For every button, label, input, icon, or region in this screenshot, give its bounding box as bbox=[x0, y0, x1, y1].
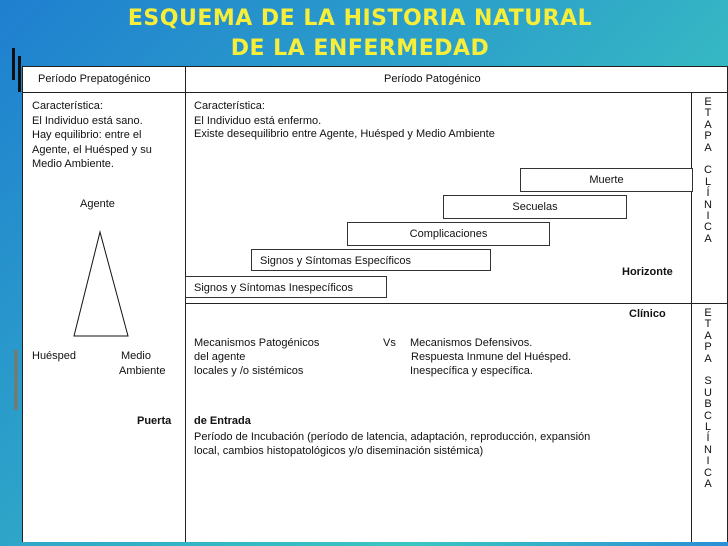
respuesta-inmune: Respuesta Inmune del Huésped. bbox=[411, 351, 572, 363]
stair-signos-inespecificos: Signos y Síntomas Inespecíficos bbox=[185, 276, 387, 298]
mecanismos-patogenicos: Mecanismos Patogénicos bbox=[194, 337, 320, 349]
epidemiological-triangle bbox=[74, 232, 128, 336]
header-patogenico: Período Patogénico bbox=[384, 73, 481, 85]
huesped-label: Huésped bbox=[32, 350, 77, 362]
stair-muerte: Muerte bbox=[520, 168, 693, 192]
decor-bar-2 bbox=[18, 56, 21, 92]
decor-bar-1 bbox=[12, 48, 15, 80]
mecanismos-defensivos: Mecanismos Defensivos. bbox=[410, 337, 533, 349]
left-line-3: Agente, el Huésped y su bbox=[32, 144, 152, 156]
triangle-diagram bbox=[72, 230, 130, 338]
clinico-label: Clínico bbox=[629, 308, 666, 320]
puerta-label: Puerta bbox=[137, 415, 172, 427]
border-top bbox=[22, 66, 728, 67]
del-agente: del agente bbox=[194, 351, 246, 363]
locales-sistemicos: locales y /o sistémicos bbox=[194, 365, 304, 377]
de-entrada-label: de Entrada bbox=[194, 415, 251, 427]
agente-label: Agente bbox=[80, 198, 115, 210]
right-line-1: El Individuo está enfermo. bbox=[194, 115, 322, 127]
border-horizonte bbox=[185, 303, 727, 304]
left-line-1: El Individuo está sano. bbox=[32, 115, 143, 127]
border-column bbox=[185, 66, 186, 542]
border-etapa bbox=[691, 92, 692, 542]
border-header bbox=[22, 92, 728, 93]
medio-label: Medio bbox=[121, 350, 151, 362]
inespecifica-especifica: Inespecífica y específica. bbox=[410, 365, 533, 377]
etapa-subclinica-vertical: E T A P A S U B C L Í N I C A bbox=[704, 307, 712, 491]
diagram-panel bbox=[22, 66, 728, 542]
incubacion-line-1: Período de Incubación (período de latencia, adaptación, reproducción, expansión bbox=[194, 431, 591, 443]
vs-label: Vs bbox=[383, 337, 396, 349]
incubacion-line-2: local, cambios histopatológicos y/o diseminación sistémica) bbox=[194, 445, 484, 457]
decor-bar-3 bbox=[14, 350, 18, 410]
stair-signos-especificos: Signos y Síntomas Específicos bbox=[251, 249, 491, 271]
stair-secuelas: Secuelas bbox=[443, 195, 627, 219]
left-line-4: Medio Ambiente. bbox=[32, 158, 114, 170]
border-left bbox=[22, 66, 23, 542]
title-line-2: DE LA ENFERMEDAD bbox=[230, 36, 490, 61]
stair-complicaciones: Complicaciones bbox=[347, 222, 550, 246]
left-line-2: Hay equilibrio: entre el bbox=[32, 129, 142, 141]
ambiente-label: Ambiente bbox=[119, 365, 166, 377]
right-line-2: Existe desequilibrio entre Agente, Huésped y Medio Ambiente bbox=[194, 128, 495, 140]
diagram-title bbox=[40, 4, 680, 64]
header-prepatogenico: Período Prepatogénico bbox=[38, 73, 151, 85]
horizonte-label: Horizonte bbox=[622, 266, 673, 278]
left-caracteristica-label: Característica: bbox=[32, 100, 103, 112]
etapa-clinica-vertical: E T A P A C L Í N I C A bbox=[704, 96, 712, 245]
title-line-1: ESQUEMA DE LA HISTORIA NATURAL bbox=[127, 6, 593, 31]
right-caracteristica-label: Característica: bbox=[194, 100, 265, 112]
